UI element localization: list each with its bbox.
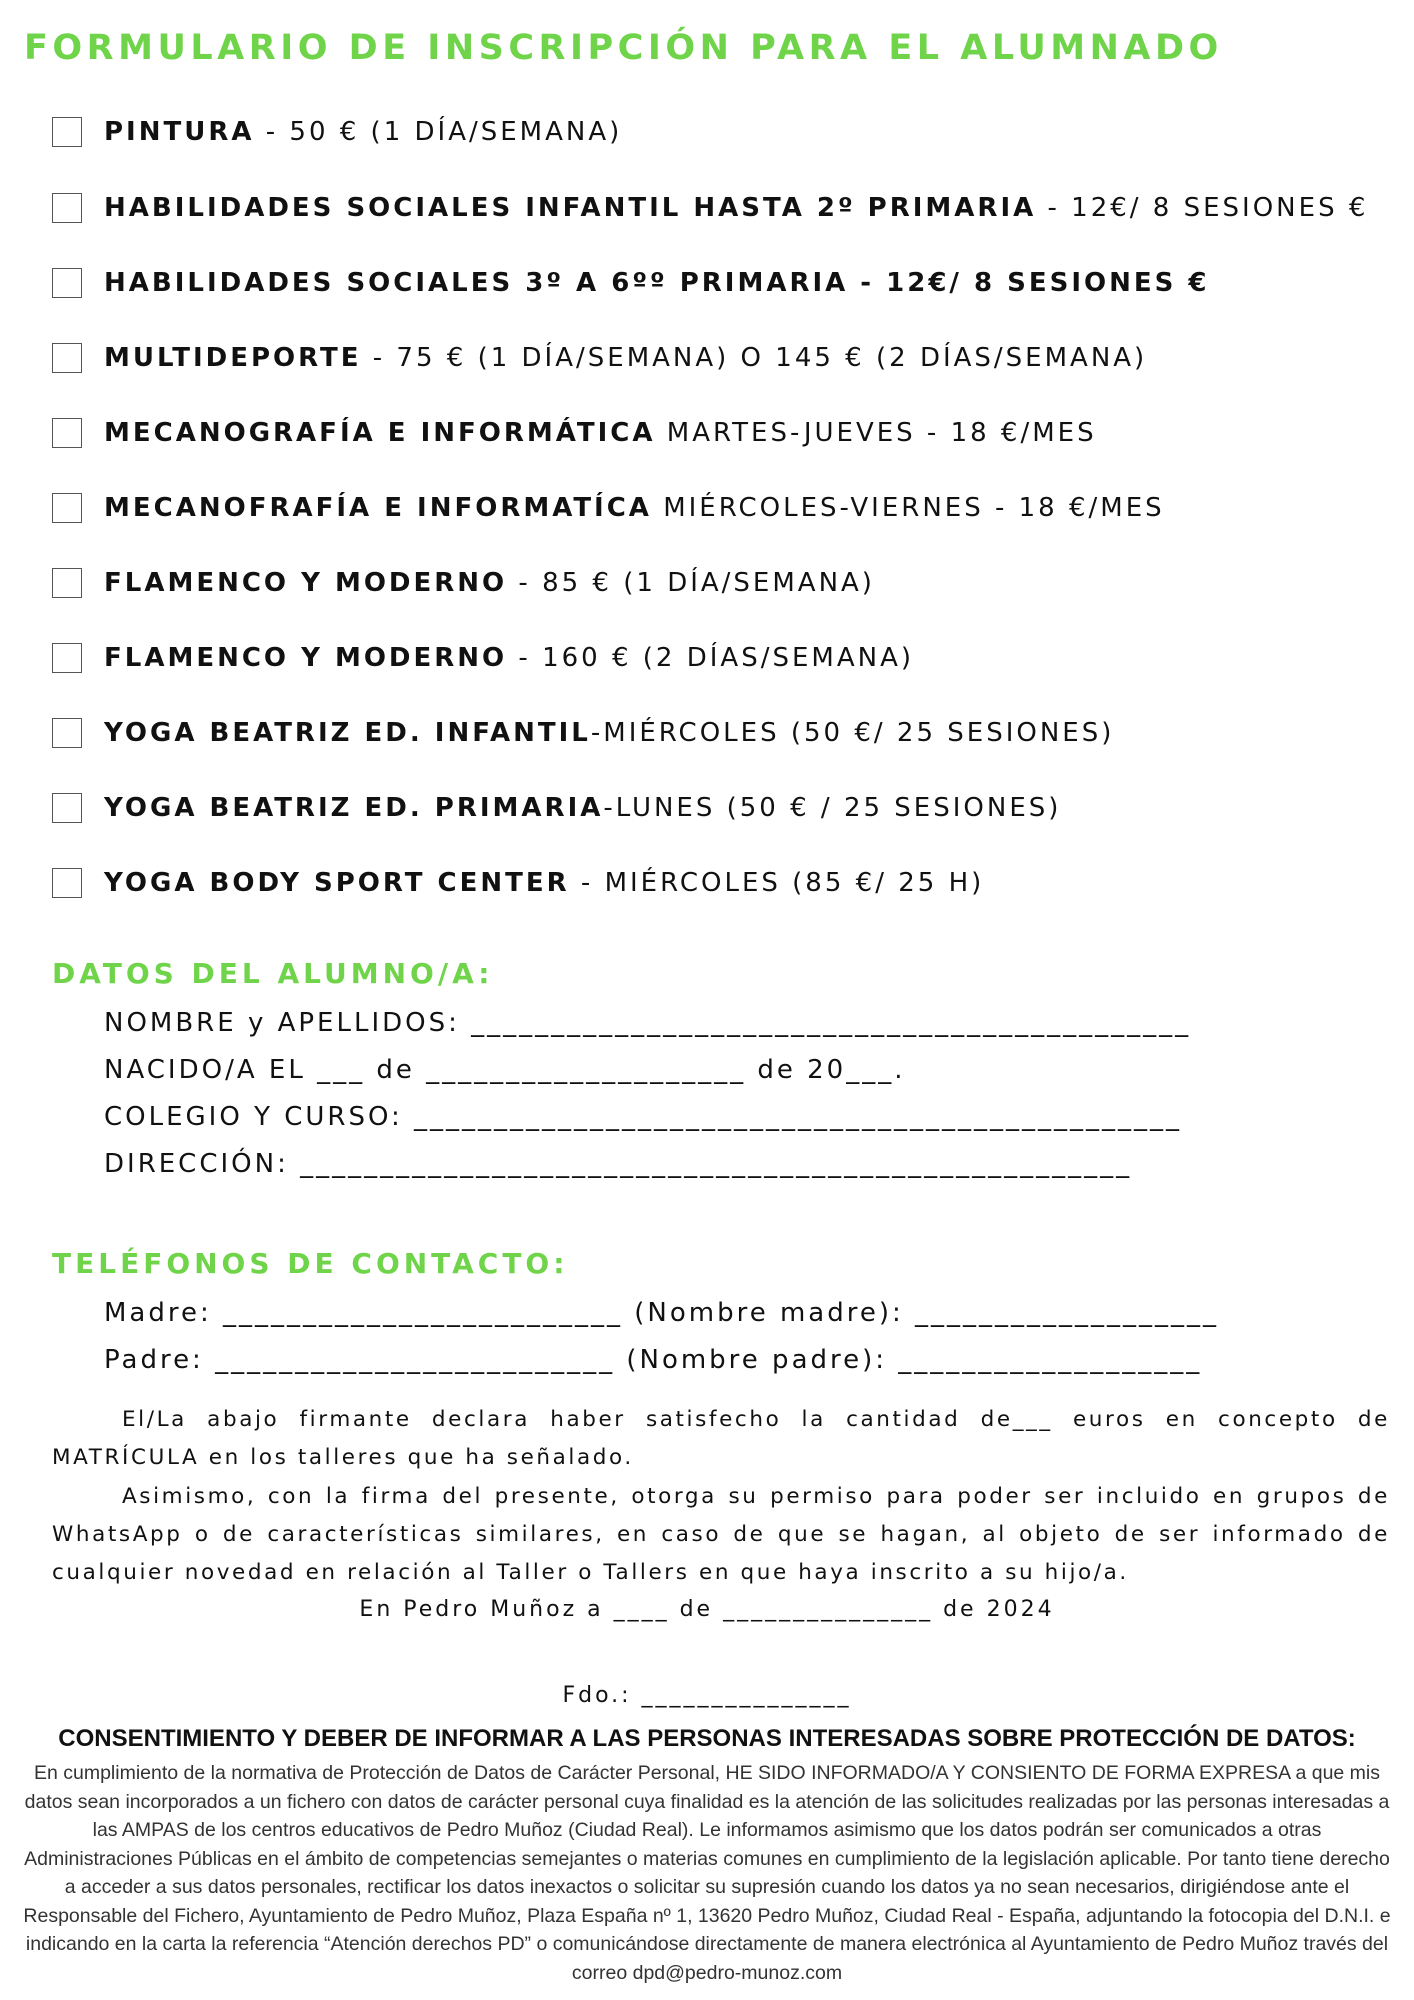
option-name: MULTIDEPORTE	[104, 343, 362, 373]
checkbox[interactable]	[52, 193, 82, 223]
father-field-line[interactable]: Padre: _________________________ (Nombre padre): ___________________	[104, 1345, 1203, 1375]
option-name: HABILIDADES SOCIALES INFANTIL HASTA 2º PRIMARIA	[104, 193, 1037, 223]
checkbox[interactable]	[52, 868, 82, 898]
checkbox[interactable]	[52, 117, 82, 147]
consent-heading: CONSENTIMIENTO Y DEBER DE INFORMAR A LAS PERSONAS INTERESADAS SOBRE PROTECCIÓN DE DATOS:	[58, 1725, 1356, 1752]
option-habilidades-primaria[interactable]	[52, 263, 1210, 303]
option-name: YOGA BEATRIZ ED. INFANTIL	[104, 718, 591, 748]
address-field-line[interactable]: DIRECCIÓN: ____________________________________________________	[104, 1149, 1133, 1179]
option-detail: MIÉRCOLES-VIERNES - 18 €/MES	[651, 493, 1165, 523]
declaration-paragraph: El/La abajo firmante declara haber satisfecho la cantidad de___ euros en concepto de MATRÍCULA en los talleres que ha señalado.	[52, 1407, 1390, 1470]
checkbox[interactable]	[52, 568, 82, 598]
checkbox[interactable]	[52, 718, 82, 748]
option-mecanografia-martes-jueves[interactable]	[52, 413, 1097, 453]
name-field-line[interactable]: NOMBRE y APELLIDOS: _____________________________________________	[104, 1008, 1192, 1038]
birth-field-line[interactable]: NACIDO/A EL ___ de ____________________ de 20___.	[104, 1055, 906, 1085]
option-detail: -LUNES (50 € / 25 SESIONES)	[603, 793, 1062, 823]
checkbox[interactable]	[52, 268, 82, 298]
option-detail: - 160 € (2 DÍAS/SEMANA)	[507, 643, 914, 673]
option-pintura[interactable]	[52, 112, 622, 152]
option-flamenco-2-dias[interactable]	[52, 638, 914, 678]
checkbox[interactable]	[52, 493, 82, 523]
option-name: MECANOFRAFÍA E INFORMATÍCA	[104, 493, 652, 523]
option-detail: - MIÉRCOLES (85 €/ 25 H)	[569, 868, 985, 898]
option-detail: - 50 € (1 DÍA/SEMANA)	[254, 117, 623, 147]
option-name: PINTURA	[104, 117, 255, 147]
option-yoga-infantil[interactable]	[52, 713, 1114, 753]
place-date-line[interactable]: En Pedro Muñoz a ____ de _______________ de 2024	[359, 1597, 1055, 1622]
option-detail: MARTES-JUEVES - 18 €/MES	[655, 418, 1097, 448]
option-flamenco-1-dia[interactable]	[52, 563, 875, 603]
checkbox[interactable]	[52, 793, 82, 823]
consent-body: En cumplimiento de la normativa de Protección de Datos de Carácter Personal, HE SIDO INFORMADO/A Y CONSIENTO DE FORMA EXPRESA a que mis datos sean incorporados a un fichero con datos de carácter personal cuya finalidad es la atención de las solicitudes realizadas por las personas interesadas a las AMPAS de los centros educativos de Pedro Muñoz (Ciudad Real). Le informamos asimismo que los datos podrán ser comunicados a otras Administraciones Públicas en el ámbito de competencias semejantes o materias comunes en cumplimiento de la legislación aplicable. Por tanto tiene derecho a acceder a sus datos personales, rectificar los datos inexactos o solicitar su supresión cuando los datos ya no sean necesarios, dirigiéndose ante el Responsable del Fichero, Ayuntamiento de Pedro Muñoz, Plaza España nº 1, 13620 Pedro Muñoz, Ciudad Real - España, adjuntando la fotocopia del D.N.I. e indicando en la carta la referencia “Atención derechos PD” o comunicándose directamente de manera electrónica al Ayuntamiento de Pedro Muñoz través del correo dpd@pedro-munoz.com	[23, 1762, 1391, 1984]
option-yoga-body-sport[interactable]	[52, 863, 984, 903]
page-title: FORMULARIO DE INSCRIPCIÓN PARA EL ALUMNADO	[24, 28, 1223, 68]
checkbox[interactable]	[52, 643, 82, 673]
whatsapp-consent-paragraph: Asimismo, con la firma del presente, otorga su permiso para poder ser incluido en grupos de WhatsApp o de características similares, en caso de que se hagan, al objeto de ser informado de cualquier novedad en relación al Taller o Tallers en que haya inscrito a su hijo/a.	[52, 1484, 1390, 1585]
option-multideporte[interactable]	[52, 338, 1147, 378]
option-name: HABILIDADES SOCIALES 3º A 6ºº PRIMARIA - 12€/ 8 SESIONES €	[104, 268, 1210, 298]
checkbox[interactable]	[52, 418, 82, 448]
checkbox[interactable]	[52, 343, 82, 373]
option-mecanografia-miercoles-viernes[interactable]	[52, 488, 1165, 528]
signature-line[interactable]: Fdo.: _______________	[562, 1683, 852, 1708]
option-detail: - 12€/ 8 SESIONES €	[1036, 193, 1369, 223]
option-name: FLAMENCO Y MODERNO	[104, 568, 508, 598]
option-name: FLAMENCO Y MODERNO	[104, 643, 508, 673]
mother-field-line[interactable]: Madre: _________________________ (Nombre madre): ___________________	[104, 1298, 1220, 1328]
option-name: YOGA BEATRIZ ED. PRIMARIA	[104, 793, 604, 823]
option-name: YOGA BODY SPORT CENTER	[104, 868, 570, 898]
option-name: MECANOGRAFÍA E INFORMÁTICA	[104, 418, 656, 448]
option-detail: - 85 € (1 DÍA/SEMANA)	[507, 568, 875, 598]
option-habilidades-infantil[interactable]	[52, 188, 1368, 228]
phones-heading: TELÉFONOS DE CONTACTO:	[52, 1247, 569, 1280]
option-yoga-primaria[interactable]	[52, 788, 1061, 828]
school-field-line[interactable]: COLEGIO Y CURSO: ________________________________________________	[104, 1102, 1183, 1132]
student-heading: DATOS DEL ALUMNO/A:	[52, 957, 494, 990]
option-detail: - 75 € (1 DÍA/SEMANA) O 145 € (2 DÍAS/SEMANA)	[361, 343, 1148, 373]
option-detail: -MIÉRCOLES (50 €/ 25 SESIONES)	[590, 718, 1115, 748]
